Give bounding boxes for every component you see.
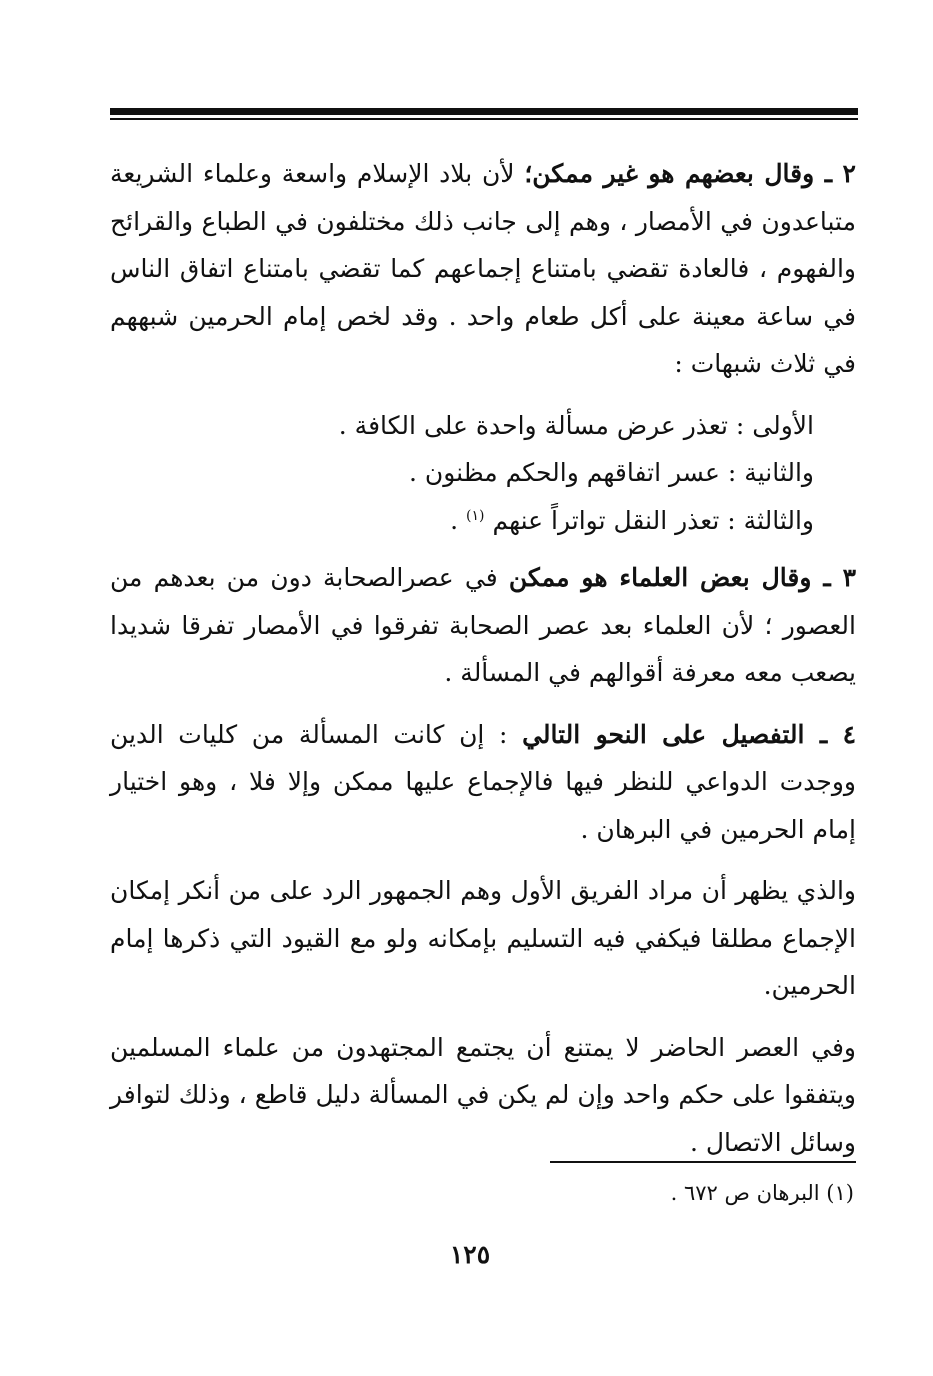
doubt-item-1: الأولى : تعذر عرض مسألة واحدة على الكافة . [338, 410, 814, 440]
opinion-2-heading: ٢ ـ وقال بعضهم هو غير ممكن؛ [524, 159, 856, 188]
opinion-4-heading: ٤ ـ التفصيل على النحو التالي [522, 719, 857, 749]
paragraph-opinion-4 [110, 711, 856, 854]
opinion-2-text: لأن بلاد الإسلام واسعة وعلماء الشريعة متباعدون في الأمصار ، وهم إلى جانب ذلك مختلفون في الطباع والقرائح والفهوم ، فالعادة تقضي بامتناع إجماعهم كما تقضي بامتناع اتفاق الناس في ساعة معينة على أكل طعام واحد . وقد لخص إمام الحرمين شبههم في ثلاث شبهات : [110, 159, 856, 378]
paragraph-opinion-2 [110, 150, 856, 388]
opinion-3-text: في عصرالصحابة دون من بعدهم من العصور ؛ لأن العلماء بعد عصر الصحابة تفرقوا في الأمصار تفرقا شديدا يصعب معه معرفة أقوالهم في المسألة . [110, 563, 856, 687]
header-rule-thick [110, 108, 858, 115]
paragraph-conclusion: والذي يظهر أن مراد الفريق الأول وهم الجمهور الرد على من أنكر إمكان الإجماع مطلقا فيكفي فيه التسليم بإمكانه ولو مع القيود التي ذكرها إمام الحرمين. [110, 876, 856, 1000]
main-text [110, 150, 856, 1180]
doubt-item-3-text: والثالثة : تعذر النقل تواتراً عنهم [492, 505, 814, 535]
opinion-3-heading: ٣ ـ وقال بعض العلماء هو ممكن [508, 563, 856, 592]
opinion-4-text: : إن كانت المسألة من كليات الدين ووجدت الدواعي للنظر فيها فالإجماع عليها ممكن وإلا فلا ، وهو اختيار إمام الحرمين في البرهان . [110, 719, 856, 844]
doubt-item-3-end: . [450, 505, 467, 535]
page-number: ١٢٥ [449, 1240, 491, 1269]
doubt-item-2: والثانية : عسر اتفاقهم والحكم مظنون . [409, 458, 814, 487]
paragraph-opinion-3 [110, 554, 856, 697]
header-rule-thin [110, 118, 858, 120]
doubt-item-3 [110, 497, 814, 545]
paragraph-modern-era: وفي العصر الحاضر لا يمتنع أن يجتمع المجتهدون من علماء المسلمين ويتفقوا على حكم واحد وإن لم يكن في المسألة دليل قاطع ، وذلك لتوافر وسائل الاتصال . [110, 1032, 856, 1157]
doubts-list [110, 402, 856, 545]
footnote-separator [550, 1161, 856, 1163]
footnote-reference: (١) [466, 507, 485, 524]
footnote: (١) البرهان ص ٦٧٢ . [670, 1181, 854, 1205]
